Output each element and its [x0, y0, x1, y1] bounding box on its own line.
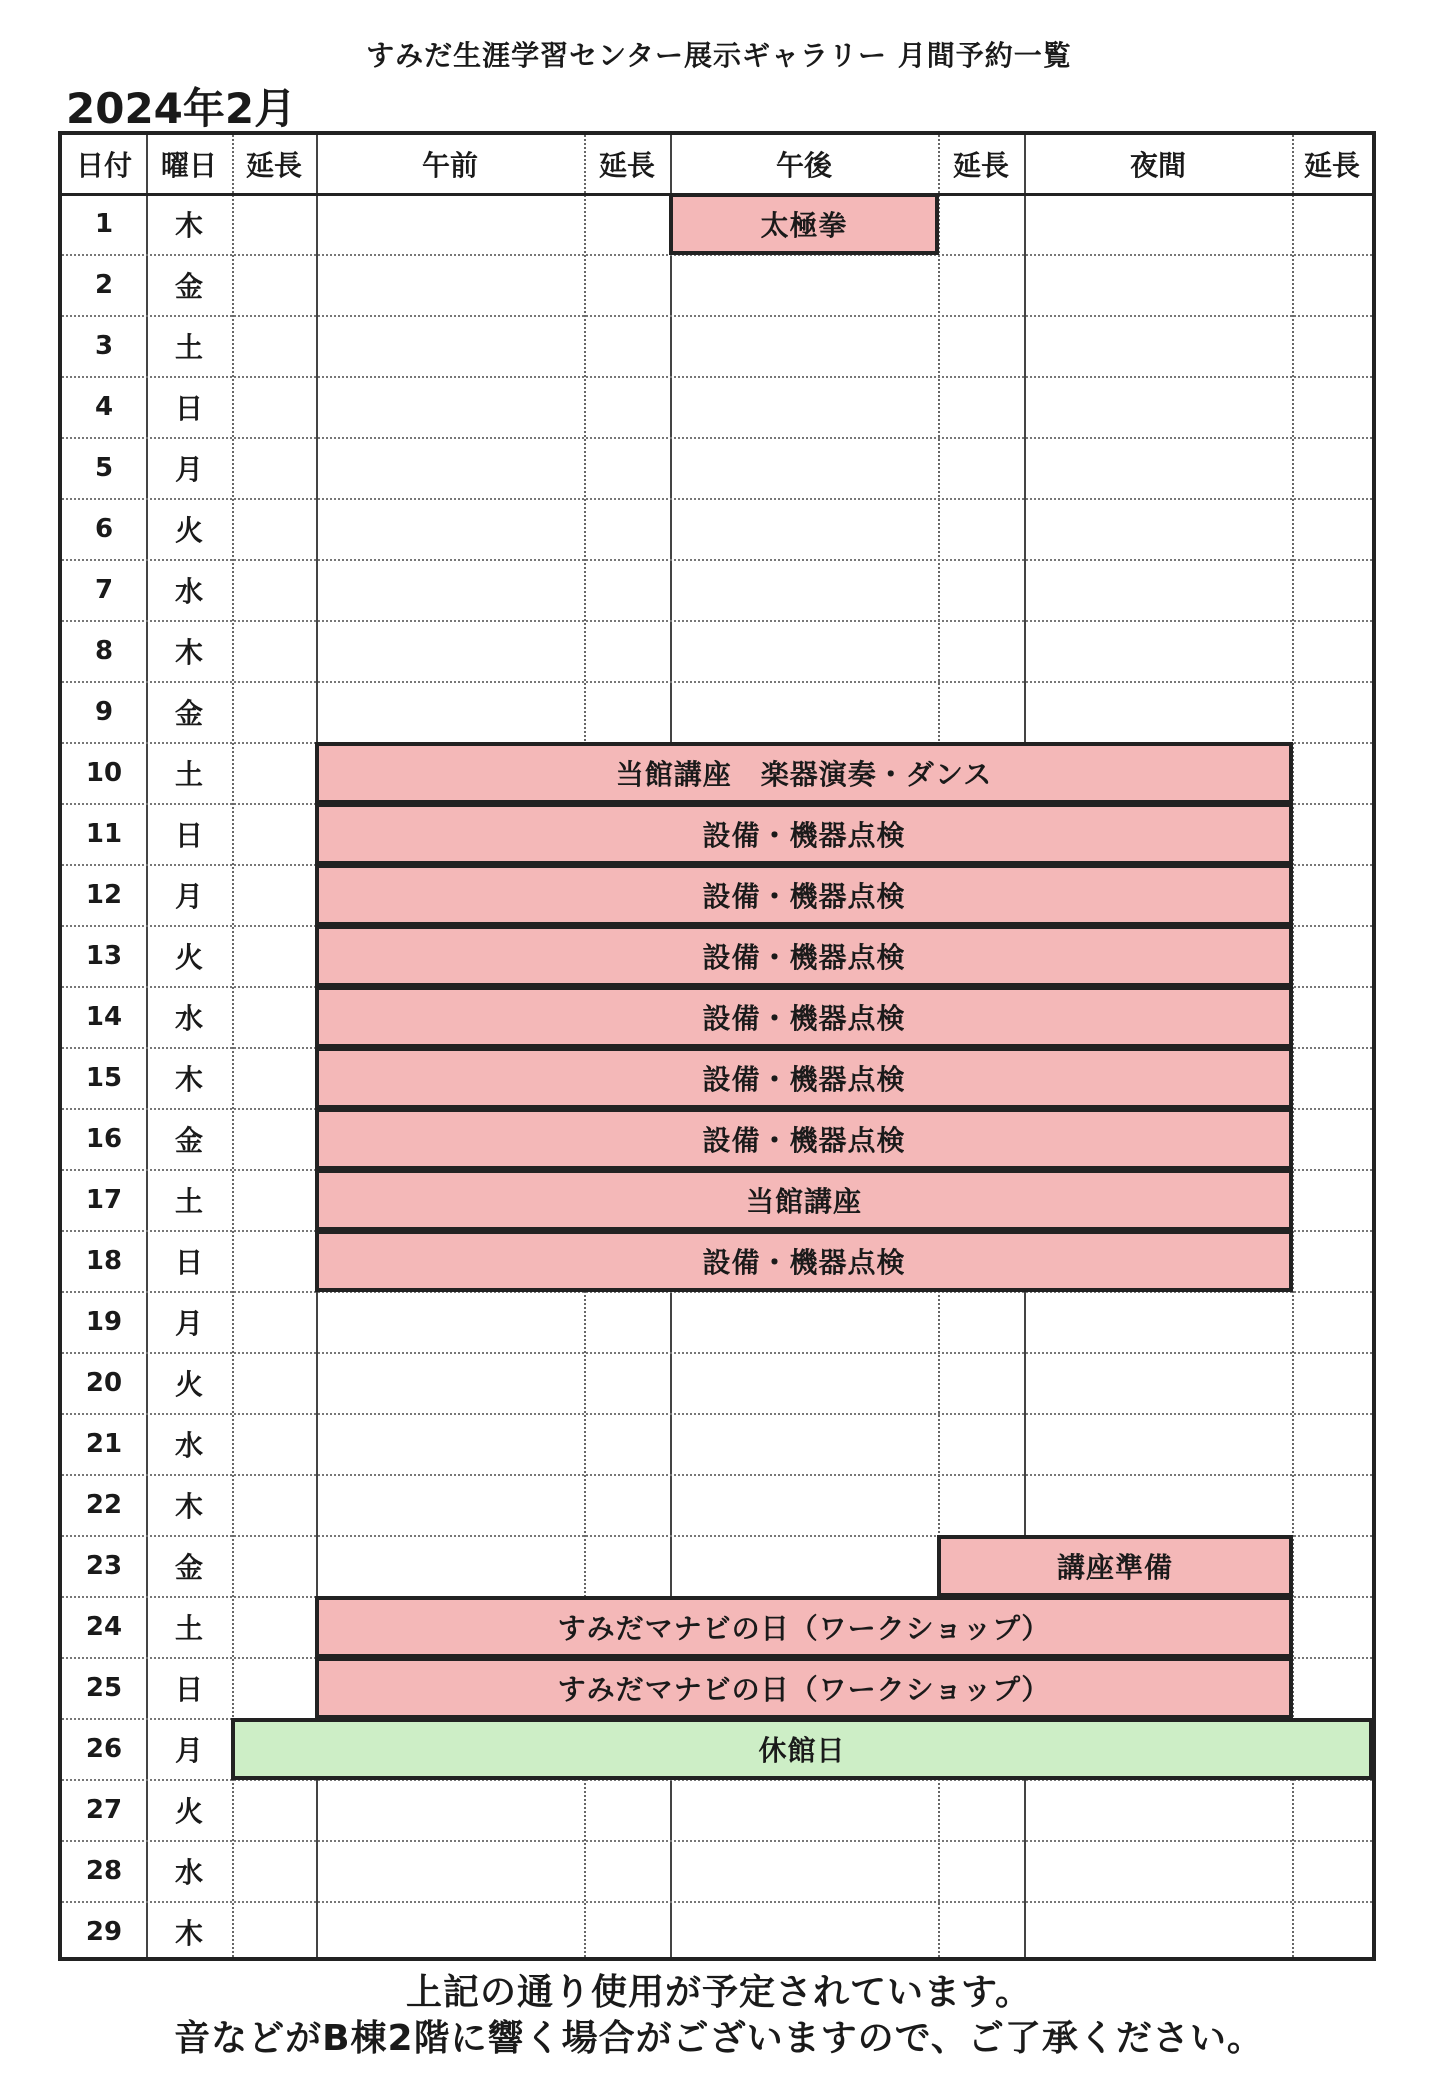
date-cell: 21 — [85, 1428, 123, 1459]
date-cell: 14 — [85, 1001, 123, 1032]
month-label: 2024年2月 — [66, 84, 297, 133]
booking-bar: 設備・機器点検 — [315, 986, 1293, 1048]
date-cell: 5 — [94, 452, 114, 483]
date-cell: 6 — [94, 513, 114, 544]
booking-bar: 設備・機器点検 — [315, 1047, 1293, 1109]
weekday-cell: 水 — [174, 1428, 203, 1462]
booking-bar: 設備・機器点検 — [315, 925, 1293, 987]
weekday-cell: 月 — [174, 879, 203, 913]
date-cell: 11 — [85, 818, 123, 849]
date-cell: 9 — [94, 696, 114, 727]
column-header: 延長 — [1303, 149, 1360, 182]
date-cell: 23 — [85, 1550, 123, 1581]
date-cell: 22 — [85, 1489, 123, 1520]
date-cell: 19 — [85, 1306, 123, 1337]
weekday-cell: 月 — [174, 1306, 203, 1340]
date-cell: 13 — [85, 940, 123, 971]
weekday-cell: 金 — [174, 696, 203, 730]
booking-bar: 設備・機器点検 — [315, 1230, 1293, 1292]
booking-bar: 設備・機器点検 — [315, 1108, 1293, 1170]
date-cell: 8 — [94, 635, 114, 666]
date-cell: 28 — [85, 1855, 123, 1886]
weekday-cell: 火 — [174, 513, 203, 547]
booking-bar: 当館講座 楽器演奏・ダンス — [315, 742, 1293, 804]
date-cell: 20 — [85, 1367, 123, 1398]
date-cell: 10 — [85, 757, 123, 788]
column-header: 日付 — [75, 149, 132, 182]
booking-bar: 休館日 — [231, 1718, 1373, 1780]
column-header: 延長 — [245, 149, 302, 182]
weekday-cell: 木 — [174, 635, 203, 669]
weekday-cell: 日 — [174, 1245, 203, 1279]
date-cell: 27 — [85, 1794, 123, 1825]
booking-bar: 設備・機器点検 — [315, 864, 1293, 926]
weekday-cell: 水 — [174, 1855, 203, 1889]
page-title: すみだ生涯学習センター展示ギャラリー 月間予約一覧 — [366, 39, 1072, 72]
schedule-table — [58, 131, 1376, 1961]
date-cell: 12 — [85, 879, 123, 910]
weekday-cell: 月 — [174, 1733, 203, 1767]
weekday-cell: 日 — [174, 391, 203, 425]
date-cell: 1 — [94, 208, 114, 239]
date-cell: 29 — [85, 1916, 123, 1947]
weekday-cell: 日 — [174, 818, 203, 852]
date-cell: 4 — [94, 391, 114, 422]
booking-bar: すみだマナビの日（ワークショップ） — [315, 1596, 1293, 1658]
column-header: 午後 — [775, 149, 832, 182]
date-cell: 2 — [94, 269, 114, 300]
weekday-cell: 木 — [174, 1489, 203, 1523]
weekday-cell: 水 — [174, 1001, 203, 1035]
weekday-cell: 土 — [174, 757, 203, 791]
weekday-cell: 金 — [174, 269, 203, 303]
booking-bar: すみだマナビの日（ワークショップ） — [315, 1657, 1293, 1719]
weekday-cell: 土 — [174, 1611, 203, 1645]
date-cell: 15 — [85, 1062, 123, 1093]
date-cell: 18 — [85, 1245, 123, 1276]
column-header: 延長 — [598, 149, 655, 182]
booking-bar: 太極拳 — [669, 193, 939, 255]
weekday-cell: 日 — [174, 1672, 203, 1706]
note-line-1: 上記の通り使用が予定されています。 — [405, 1972, 1033, 2013]
date-cell: 7 — [94, 574, 114, 605]
weekday-cell: 火 — [174, 1367, 203, 1401]
weekday-cell: 木 — [174, 208, 203, 242]
weekday-cell: 火 — [174, 940, 203, 974]
weekday-cell: 月 — [174, 452, 203, 486]
booking-bar: 設備・機器点検 — [315, 803, 1293, 865]
column-header: 夜間 — [1129, 149, 1186, 182]
column-header: 午前 — [421, 149, 478, 182]
weekday-cell: 木 — [174, 1916, 203, 1950]
weekday-cell: 土 — [174, 1184, 203, 1218]
date-cell: 24 — [85, 1611, 123, 1642]
date-cell: 26 — [85, 1733, 123, 1764]
column-header: 曜日 — [160, 149, 217, 182]
date-cell: 25 — [85, 1672, 123, 1703]
column-header: 延長 — [952, 149, 1009, 182]
weekday-cell: 水 — [174, 574, 203, 608]
booking-bar: 当館講座 — [315, 1169, 1293, 1231]
weekday-cell: 土 — [174, 330, 203, 364]
note-line-2: 音などがB棟2階に響く場合がございますので、ご了承ください。 — [174, 2018, 1264, 2059]
weekday-cell: 木 — [174, 1062, 203, 1096]
weekday-cell: 金 — [174, 1123, 203, 1157]
date-cell: 3 — [94, 330, 114, 361]
weekday-cell: 金 — [174, 1550, 203, 1584]
booking-bar: 講座準備 — [937, 1535, 1293, 1597]
date-cell: 17 — [85, 1184, 123, 1215]
weekday-cell: 火 — [174, 1794, 203, 1828]
date-cell: 16 — [85, 1123, 123, 1154]
